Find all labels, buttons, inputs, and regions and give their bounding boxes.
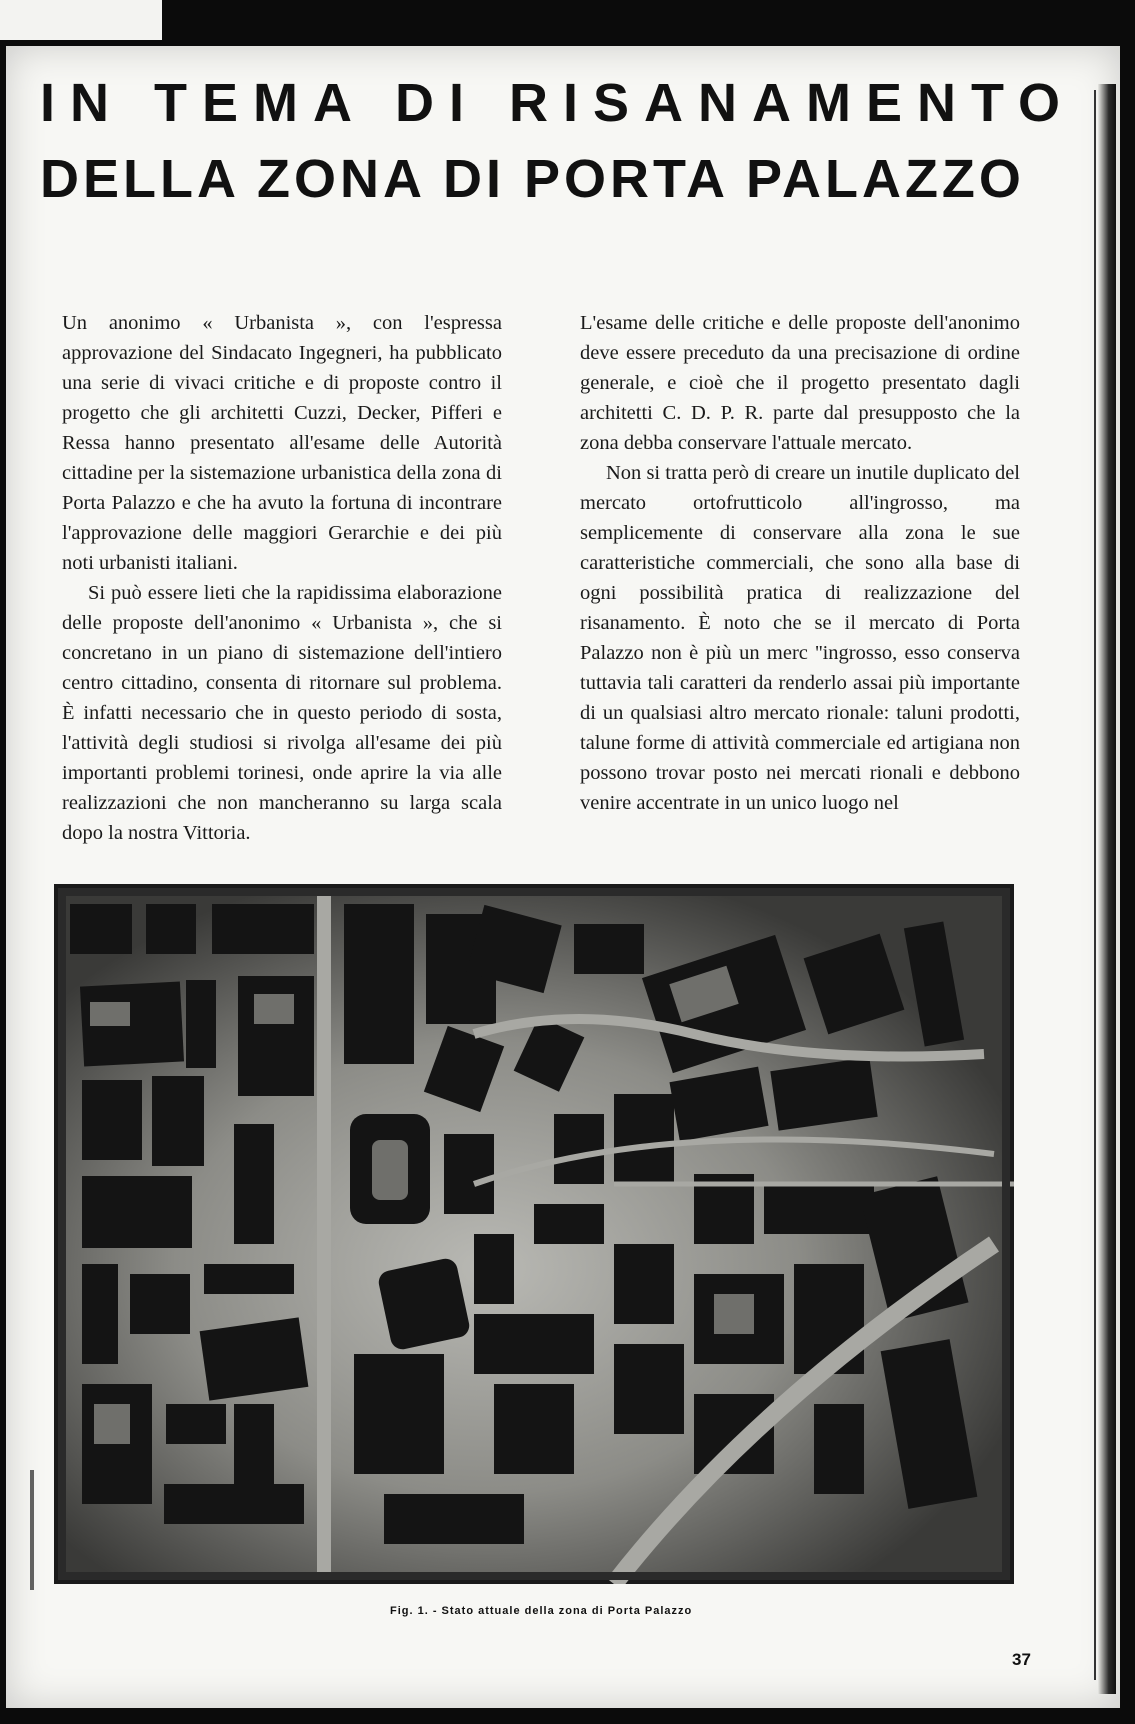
paragraph: Non si tratta però di creare un inutile duplicato del mercato ortofrutticolo all'ingrosso, ma semplicemente di conservare alla zona le sue caratteristiche commerciali, che sono alla base di ogni possibilità pratica di realizzazione del risanamento. È noto che se il mercato di Porta Palazzo non è più un merc ''ingrosso, esso conserva tuttavia tali caratteri da renderlo assai più importante di un qualsiasi altro mercato rionale: taluni prodotti, talune forme di attività commerciale ed artigiana non possono trovar posto nei mercati rionali e debbono venire accentrate in un unico luogo nel bbox=[580, 462, 1020, 814]
page-edge-shadow bbox=[1098, 84, 1116, 1694]
figure-city-map bbox=[54, 884, 1014, 1584]
text-column-left bbox=[62, 308, 502, 848]
figure-caption: Fig. 1. - Stato attuale della zona di Porta Palazzo bbox=[390, 1605, 693, 1617]
page-border-rule bbox=[1094, 90, 1096, 1680]
scan-corner-tab bbox=[0, 0, 162, 40]
paragraph: L'esame delle critiche e delle proposte dell'anonimo deve essere preceduto da una precisazione di ordine generale, e cioè che il progetto presentato dagli architetti C. D. P. R. parte dal presupposto che la zona debba conservare l'attuale mercato. bbox=[580, 312, 1020, 454]
paragraph: Un anonimo « Urbanista », con l'espressa approvazione del Sindacato Ingegneri, ha pubblicato una serie di vivaci critiche e di proposte contro il progetto che gli architetti Cuzzi, Decker, Pifferi e Ressa hanno presentato all'esame delle Autorità cittadine per la sistemazione urbanistica della zona di Porta Palazzo e che ha avuto la fortuna di incontrare l'approvazione delle maggiori Gerarchie e dei più noti urbanisti italiani. bbox=[62, 312, 502, 574]
article-title-line-2: DELLA ZONA DI PORTA PALAZZO bbox=[40, 149, 1025, 209]
page-number: 37 bbox=[1012, 1650, 1031, 1669]
scan-margin-mark bbox=[30, 1470, 34, 1590]
city-map-illustration bbox=[54, 884, 1014, 1584]
paragraph: Si può essere lieti che la rapidissima elaborazione delle proposte dell'anonimo « Urbanista », che si concretano in un piano di sistemazione dell'intiero centro cittadino, consenta di ritornare sul problema. È infatti necessario che in questo periodo di sosta, l'attività degli studiosi si rivolga all'esame dei più importanti problemi torinesi, onde aprire la via alle realizzazioni che non mancheranno su larga scala dopo la nostra Vittoria. bbox=[62, 582, 502, 844]
article-title-line-1: IN TEMA DI RISANAMENTO bbox=[40, 73, 1076, 133]
text-column-right bbox=[580, 308, 1020, 818]
